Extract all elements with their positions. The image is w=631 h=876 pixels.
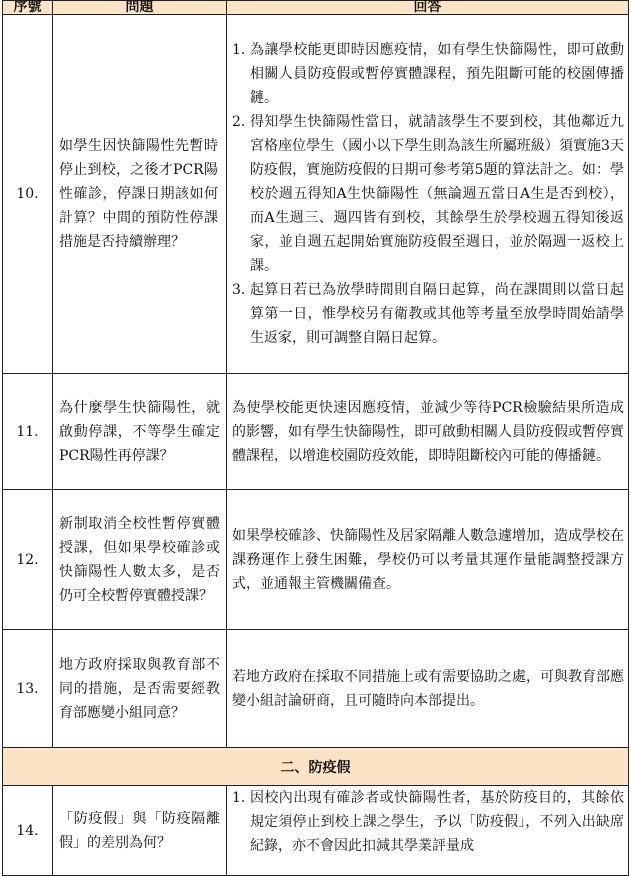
row-number: 10. (3, 15, 53, 374)
row-answer (227, 786, 629, 876)
table-row (3, 786, 629, 876)
list-item: 3. 起算日若已為放學時間則自隔日起算，尚在課間則以當日起算第一日，惟學校另有衛教或其他等考量至放學時間始請學生返家，則可調整自隔日起算。 (232, 282, 624, 346)
table-row (3, 15, 629, 374)
row-answer: 若地方政府在採取不同措施上或有需要協助之處，可與教育部應變小組討論研商，且可隨時向本部提出。 (227, 630, 629, 748)
answer-list (232, 38, 624, 350)
row-answer (227, 15, 629, 374)
row-number: 11. (3, 374, 53, 490)
table-header-row (3, 1, 629, 15)
section-header-row (3, 748, 629, 786)
list-item: 1. 因校內出現有確診者或快篩陽性者，基於防疫目的，其餘依規定須停止到校上課之學生，予以「防疫假」，不列入出缺席紀錄，亦不會因此扣減其學業評量成 (232, 790, 624, 854)
list-item: 1. 為讓學校能更即時因應疫情，如有學生快篩陽性，即可啟動相關人員防疫假或暫停實體課程，預先阻斷可能的校園傳播鏈。 (232, 42, 624, 106)
row-question: 新制取消全校性暫停實體授課，但如果學校確診或快篩陽性人數太多，是否仍可全校暫停實體授課？ (53, 490, 227, 630)
table-row (3, 490, 629, 630)
answer-list (232, 786, 624, 858)
row-answer: 為使學校能更快速因應疫情，並減少等待PCR檢驗結果所造成的影響，如有學生快篩陽性，即可啟動相關人員防疫假或暫停實體課程，以增進校園防疫效能，即時阻斷校內可能的傳播鏈。 (227, 374, 629, 490)
row-question: 為什麼學生快篩陽性，就啟動停課，不等學生確定PCR陽性再停課？ (53, 374, 227, 490)
header-answer: 回答 (227, 1, 629, 15)
faq-table (2, 0, 629, 876)
row-question: 「防疫假」與「防疫隔離假」的差別為何？ (53, 786, 227, 876)
row-number: 12. (3, 490, 53, 630)
row-question: 如學生因快篩陽性先暫時停止到校，之後才PCR陽性確診，停課日期該如何計算？中間的預防性停課措施是否持續辦理？ (53, 15, 227, 374)
list-item: 2. 得知學生快篩陽性當日，就請該學生不要到校，其他鄰近九宮格座位學生（國小以下學生則為該生所屬班級）須實施3天防疫假，實施防疫假的日期可參考第5題的算法計之。如：學校於週五得知A生快篩陽性（無論週五當日A生是否到校），而A生週三、週四皆有到校，其餘學生於學校週五得知後返家，並自週五起開始實施防疫假至週日，並於隔週一返校上課。 (232, 114, 624, 274)
row-number: 14. (3, 786, 53, 876)
row-answer: 如果學校確診、快篩陽性及居家隔離人數急遽增加，造成學校在課務運作上發生困難，學校仍可以考量其運作量能調整授課方式，並通報主管機關備查。 (227, 490, 629, 630)
table-row (3, 630, 629, 748)
header-no: 序號 (3, 1, 53, 15)
header-question: 問題 (53, 1, 227, 15)
table-row (3, 374, 629, 490)
section-title: 二、防疫假 (3, 748, 629, 786)
row-number: 13. (3, 630, 53, 748)
row-question: 地方政府採取與教育部不同的措施，是否需要經教育部應變小組同意？ (53, 630, 227, 748)
